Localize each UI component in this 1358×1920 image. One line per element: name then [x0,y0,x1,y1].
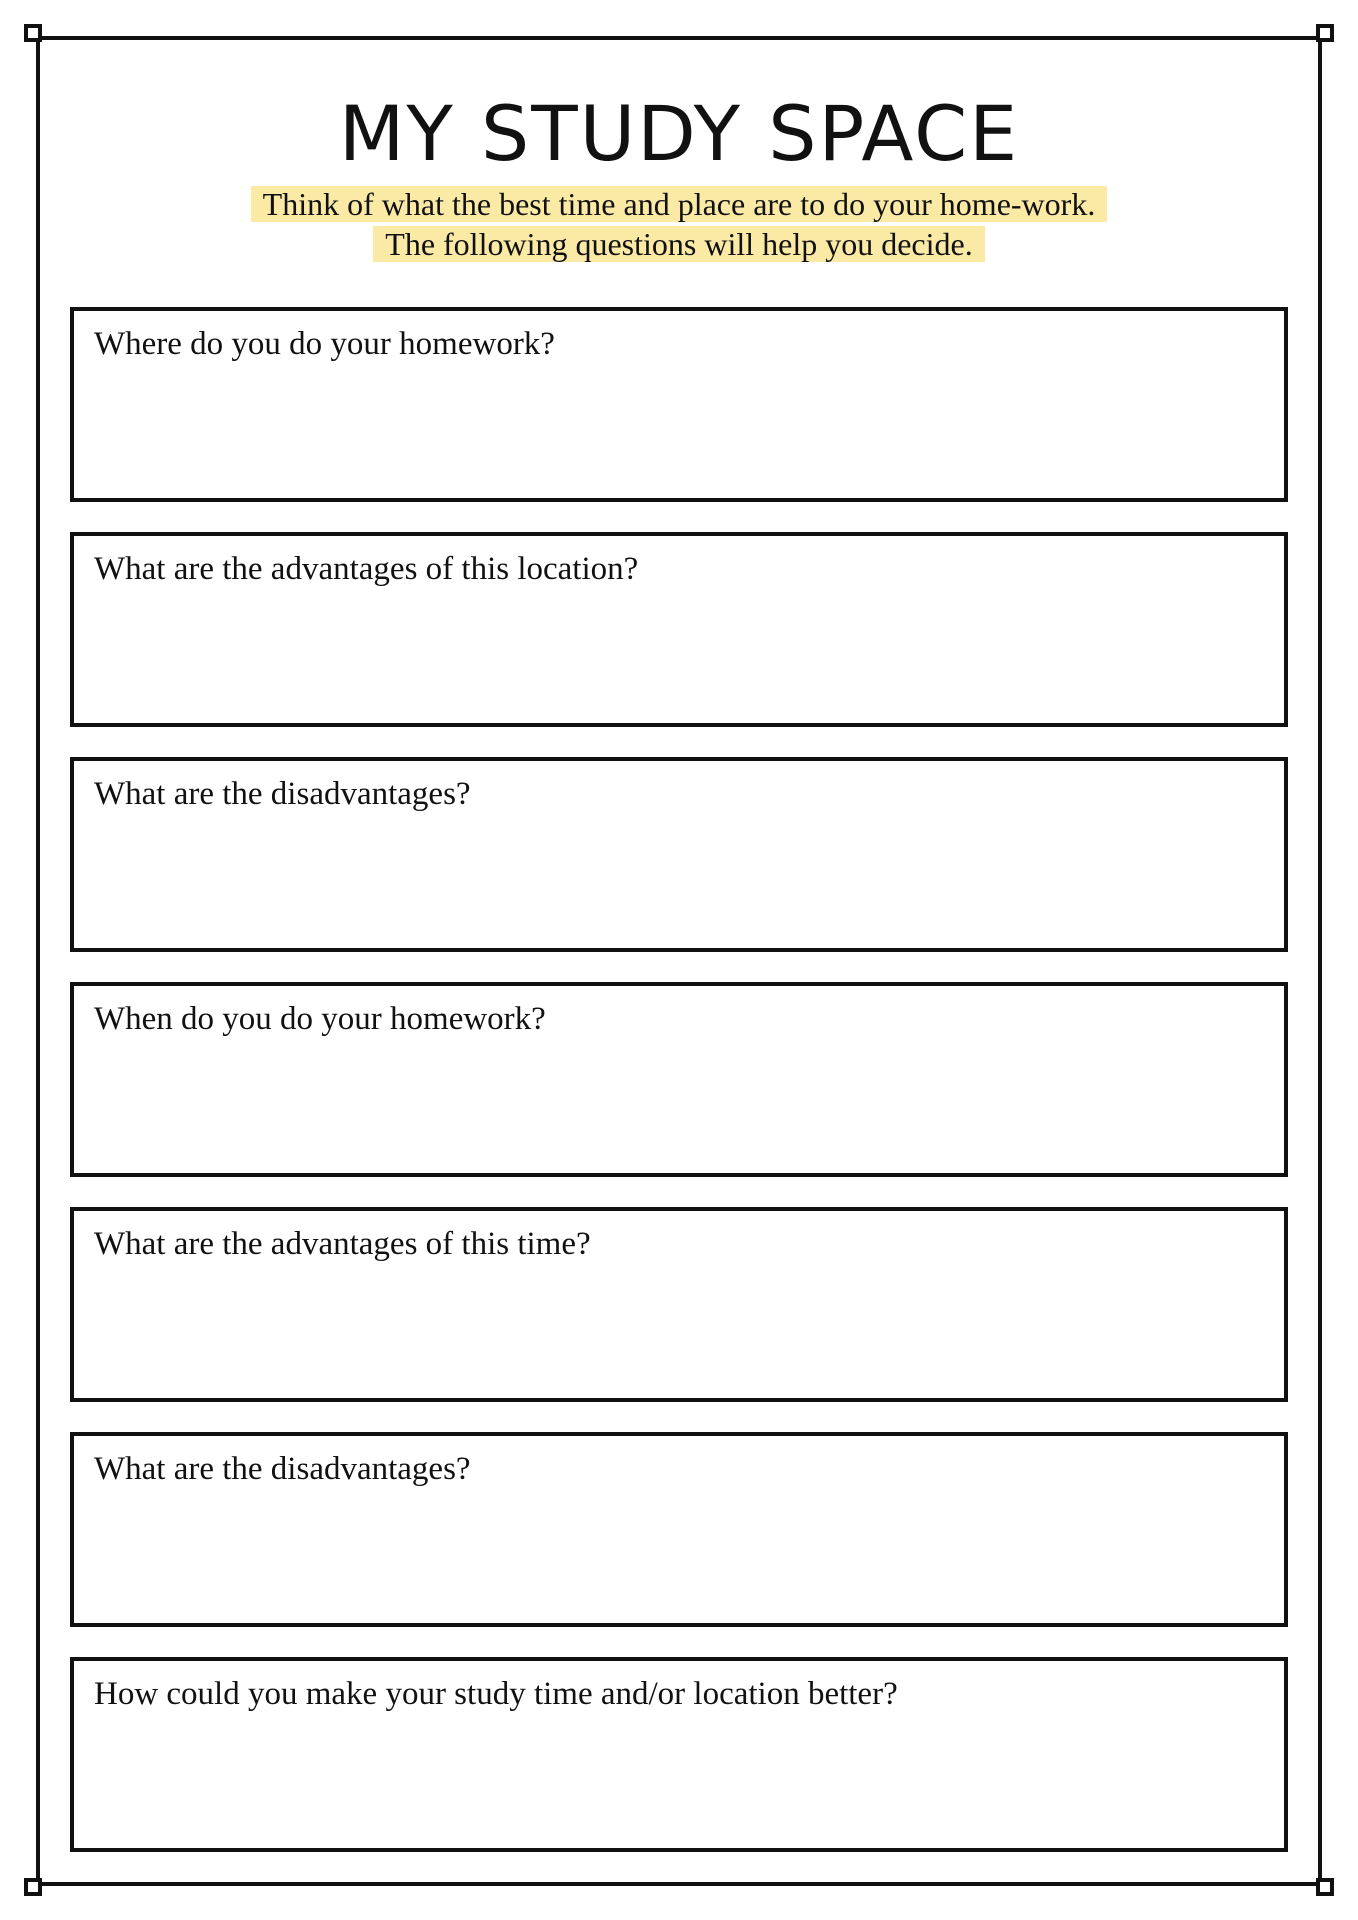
corner-ornament-bottom-right [1316,1878,1334,1896]
question-label: Where do you do your homework? [94,326,555,362]
answer-box-location-advantages[interactable] [70,532,1288,727]
instruction-line-2: The following questions will help you decide. [373,226,984,262]
corner-ornament-top-right [1316,24,1334,42]
page-title: MY STUDY SPACE [338,89,1020,178]
instruction-line-1: Think of what the best time and place are to do your home-work. [251,186,1108,222]
question-label: What are the disadvantages? [94,776,471,812]
answer-box-time-disadvantages[interactable] [70,1432,1288,1627]
question-label: How could you make your study time and/or location better? [94,1676,898,1712]
corner-ornament-top-left [24,24,42,42]
answer-box-when[interactable] [70,982,1288,1177]
answer-box-where[interactable] [70,307,1288,502]
question-label: What are the disadvantages? [94,1451,471,1487]
answer-box-time-advantages[interactable] [70,1207,1288,1402]
answer-box-location-disadvantages[interactable] [70,757,1288,952]
question-label: What are the advantages of this location? [94,551,639,587]
question-label: When do you do your homework? [94,1001,546,1037]
instructions [0,184,1358,264]
answer-box-improvements[interactable] [70,1657,1288,1852]
corner-ornament-bottom-left [24,1878,42,1896]
question-label: What are the advantages of this time? [94,1226,591,1262]
